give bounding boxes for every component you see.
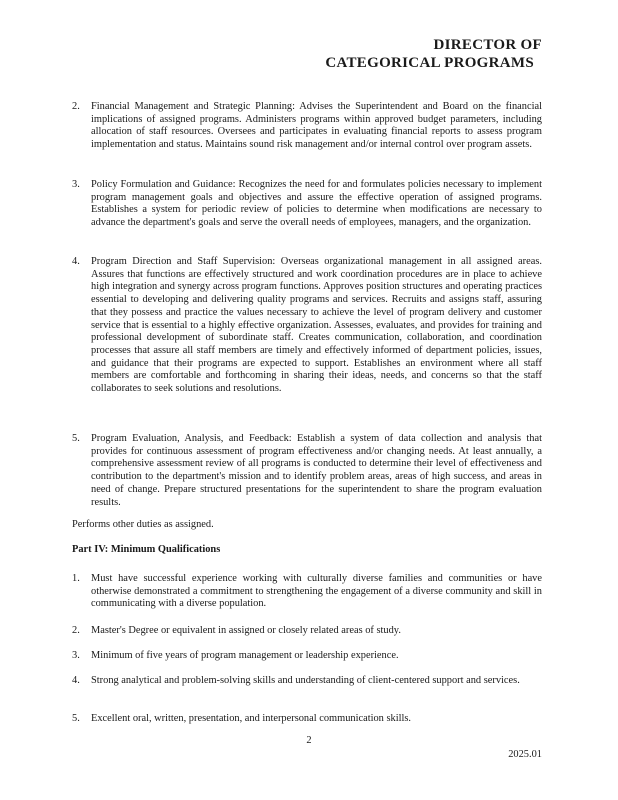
item-text: Policy Formulation and Guidance: Recognizes the need for and formulates policies necessary to implement program management goals and objectives and assure the effective operation of assigned programs. Establishes a system for periodic review of policies to determine when modifications are necessary to advance the department's goals and serve the overall needs of employees, managers, and the organization. xyxy=(91,179,542,229)
list-item xyxy=(72,713,542,727)
item-text: Financial Management and Strategic Planning: Advises the Superintendent and Board on the financial implications of assigned programs. Administers programs within approved budget parameters, including allocation of staff resources. Oversees and participates in evaluating financial reports to assess program implementation and status. Maintains sound risk management and/or internal control over program assets. xyxy=(91,101,542,151)
item-number: 2. xyxy=(72,101,80,112)
item-text: Program Direction and Staff Supervision: Overseas organizational management in all assigned areas. Assures that functions are effectively structured and work coordination procedures are in place to achieve high integration and synergy across program functions. Approves position structures and operating practices essential to developing and delivering quality programs and services. Recruits and assigns staff, assuring that they possess and practice the values necessary to achieve the level of program delivery and customer service that is essential to a highly effective organization. Assesses, evaluates, and provides for training and professional development of subordinate staff. Creates communication, collaboration, and coordination processes that assure all staff members are timely and effectively informed of department policies, issues, and guidance that their programs are expected to support. Establishes an environment where all staff members are comfortable and forthcoming in sharing their ideas, needs, and concerns so that the staff collaborates to seek solutions and resolutions. xyxy=(91,256,542,395)
list-item xyxy=(72,256,542,420)
item-number: 3. xyxy=(72,650,80,661)
item-text: Master's Degree or equivalent in assigned or closely related areas of study. xyxy=(91,625,401,636)
item-number: 4. xyxy=(72,675,80,686)
document-title-line1: DIRECTOR OF xyxy=(433,37,542,53)
item-number: 5. xyxy=(72,713,80,724)
list-item xyxy=(72,573,542,613)
page-number: 2 xyxy=(306,735,312,746)
item-text: Excellent oral, written, presentation, and interpersonal communication skills. xyxy=(91,713,411,724)
section-heading: Part IV: Minimum Qualifications xyxy=(72,544,221,555)
list-item xyxy=(72,101,542,165)
item-number: 3. xyxy=(72,179,80,190)
item-number: 2. xyxy=(72,625,80,636)
list-item xyxy=(72,179,542,243)
item-number: 5. xyxy=(72,433,80,444)
item-text: Minimum of five years of program management or leadership experience. xyxy=(91,650,399,661)
list-item xyxy=(72,675,542,703)
list-item xyxy=(72,625,542,639)
item-number: 1. xyxy=(72,573,80,584)
other-duties: Performs other duties as assigned. xyxy=(72,519,214,530)
list-item xyxy=(72,650,542,664)
list-item xyxy=(72,433,542,510)
item-text: Must have successful experience working with culturally diverse families and communities or have otherwise demonstrated a commitment to strengthening the engagement of a diverse community and skill in communicating with a diverse population. xyxy=(91,573,542,610)
item-text: Strong analytical and problem-solving skills and understanding of client-centered support and services. xyxy=(91,675,520,686)
document-title-line2: CATEGORICAL PROGRAMS xyxy=(325,55,534,71)
item-number: 4. xyxy=(72,256,80,267)
revision-code: 2025.01 xyxy=(508,749,542,760)
item-text: Program Evaluation, Analysis, and Feedback: Establish a system of data collection and analysis that provides for continuous assessment of program effectiveness and/or changing needs. At least annually, a comprehensive assessment review of all programs is conducted to determine their level of effectiveness and contribution to the department's mission and to identify problem areas, areas of high success, and areas in need of change. Prepare structured presentations for the superintendent to share the program evaluation results. xyxy=(91,433,542,508)
